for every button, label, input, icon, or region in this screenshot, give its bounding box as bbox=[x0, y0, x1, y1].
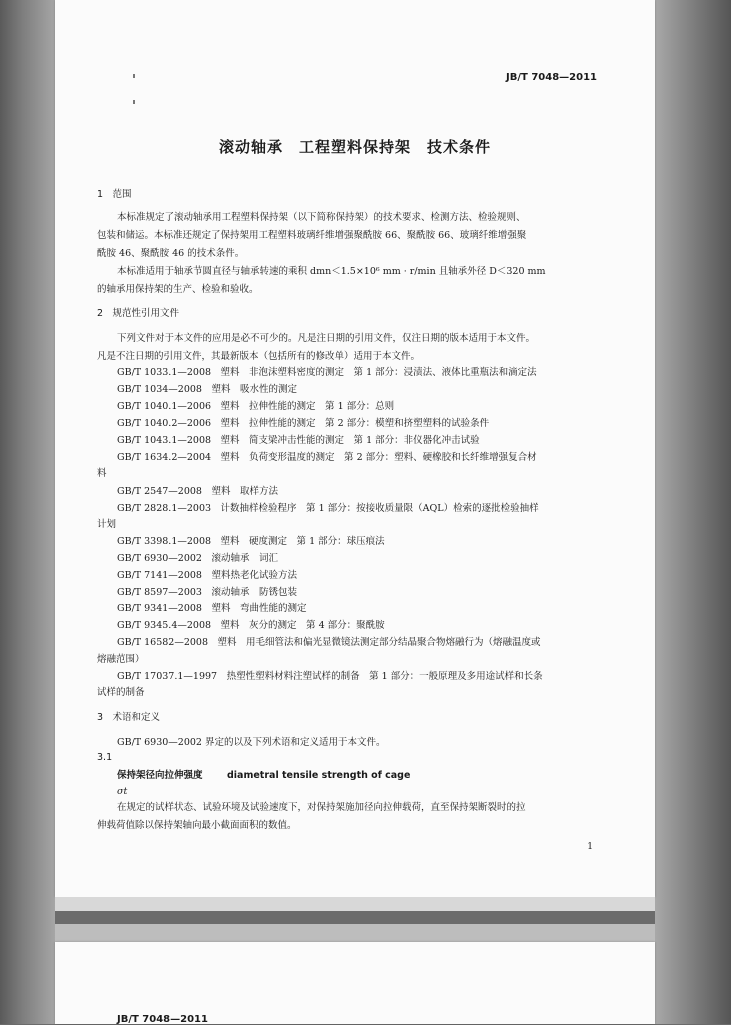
scan-left-edge bbox=[0, 0, 55, 1024]
term-definition-line: 伸载荷值除以保持架轴向最小截面面积的数值。 bbox=[97, 820, 297, 831]
reference-item: GB/T 1033.1—2008 塑料 非泡沫塑料密度的测定 第 1 部分：浸渍法、液体比重瓶法和滴定法 bbox=[117, 367, 537, 378]
reference-item: GB/T 1040.2—2006 塑料 拉伸性能的测定 第 2 部分：模塑和挤塑塑料的试验条件 bbox=[117, 418, 490, 429]
term-symbol: σt bbox=[117, 786, 128, 797]
reference-item-continuation: 试样的制备 bbox=[97, 687, 145, 698]
references-intro-line: 下列文件对于本文件的应用是必不可少的。凡是注日期的引用文件，仅注日期的版本适用于本文件。 bbox=[117, 333, 536, 344]
reference-item: GB/T 2828.1—2003 计数抽样检验程序 第 1 部分：按接收质量限（AQL）检索的逐批检验抽样 bbox=[117, 503, 539, 514]
page-gap-shadow bbox=[55, 924, 655, 942]
reference-item-continuation: 料 bbox=[97, 468, 107, 479]
reference-item: GB/T 3398.1—2008 塑料 硬度测定 第 1 部分：球压痕法 bbox=[117, 536, 385, 547]
reference-item: GB/T 1034—2008 塑料 吸水性的测定 bbox=[117, 384, 297, 395]
term-chinese: 保持架径向拉伸强度 bbox=[117, 770, 203, 781]
section-3-heading: 3 术语和定义 bbox=[97, 712, 161, 723]
reference-item: GB/T 1634.2—2004 塑料 负荷变形温度的测定 第 2 部分：塑料、硬橡胶和长纤维增强复合材 bbox=[117, 452, 537, 463]
page-gap-strip bbox=[55, 897, 655, 911]
standard-code-header: JB/T 7048—2011 bbox=[506, 72, 597, 83]
reference-item: GB/T 8597—2003 滚动轴承 防锈包装 bbox=[117, 587, 297, 598]
standard-code-header: JB/T 7048—2011 bbox=[117, 1014, 208, 1025]
section-1-heading: 1 范围 bbox=[97, 189, 132, 200]
scope-paragraph-line: 包装和储运。本标准还规定了保持架用工程塑料玻璃纤维增强聚酰胺 66、聚酰胺 66、玻璃纤维增强聚 bbox=[97, 230, 527, 241]
reference-item: GB/T 1043.1—2008 塑料 简支梁冲击性能的测定 第 1 部分：非仪器化冲击试验 bbox=[117, 435, 480, 446]
reference-item-continuation: 熔融范围） bbox=[97, 654, 145, 665]
scope-paragraph-line: 本标准规定了滚动轴承用工程塑料保持架（以下简称保持架）的技术要求、检测方法、检验规则、 bbox=[117, 212, 526, 223]
references-intro-line: 凡是不注日期的引用文件，其最新版本（包括所有的修改单）适用于本文件。 bbox=[97, 351, 421, 362]
reference-item: GB/T 6930—2002 滚动轴承 词汇 bbox=[117, 553, 278, 564]
reference-item: GB/T 9341—2008 塑料 弯曲性能的测定 bbox=[117, 603, 307, 614]
scan-speck bbox=[133, 100, 135, 104]
scope-applicability-line: 的轴承用保持架的生产、检验和验收。 bbox=[97, 284, 259, 295]
reference-item-continuation: 计划 bbox=[97, 519, 117, 530]
term-english: diametral tensile strength of cage bbox=[227, 770, 411, 781]
document-page-1 bbox=[55, 0, 655, 897]
reference-item: GB/T 17037.1—1997 热塑性塑料材料注塑试样的制备 第 1 部分：一般原理及多用途试样和长条 bbox=[117, 671, 543, 682]
document-title: 滚动轴承 工程塑料保持架 技术条件 bbox=[218, 138, 491, 156]
reference-item: GB/T 7141—2008 塑料热老化试验方法 bbox=[117, 570, 297, 581]
reference-item: GB/T 1040.1—2006 塑料 拉伸性能的测定 第 1 部分：总则 bbox=[117, 401, 395, 412]
document-page-2 bbox=[55, 942, 655, 1024]
scope-paragraph-line: 酰胺 46、聚酰胺 46 的技术条件。 bbox=[97, 248, 245, 259]
page-number: 1 bbox=[587, 842, 593, 852]
term-definition-line: 在规定的试样状态、试验环境及试验速度下，对保持架施加径向拉伸载荷，直至保持架断裂时的拉 bbox=[117, 802, 526, 813]
terms-intro: GB/T 6930—2002 界定的以及下列术语和定义适用于本文件。 bbox=[117, 737, 386, 748]
reference-item: GB/T 9345.4—2008 塑料 灰分的测定 第 4 部分：聚酰胺 bbox=[117, 620, 385, 631]
scope-applicability-line: 本标准适用于轴承节圆直径与轴承转速的乘积 dmn＜1.5×10⁶ mm · r/min 且轴承外径 D＜320 mm bbox=[117, 266, 546, 277]
scan-right-edge bbox=[655, 0, 731, 1024]
scan-speck bbox=[133, 74, 135, 78]
reference-item: GB/T 16582—2008 塑料 用毛细管法和偏光显微镜法测定部分结晶聚合物熔融行为（熔融温度或 bbox=[117, 637, 541, 648]
clause-3-1-number: 3.1 bbox=[97, 752, 113, 763]
section-2-heading: 2 规范性引用文件 bbox=[97, 308, 180, 319]
reference-item: GB/T 2547—2008 塑料 取样方法 bbox=[117, 486, 278, 497]
